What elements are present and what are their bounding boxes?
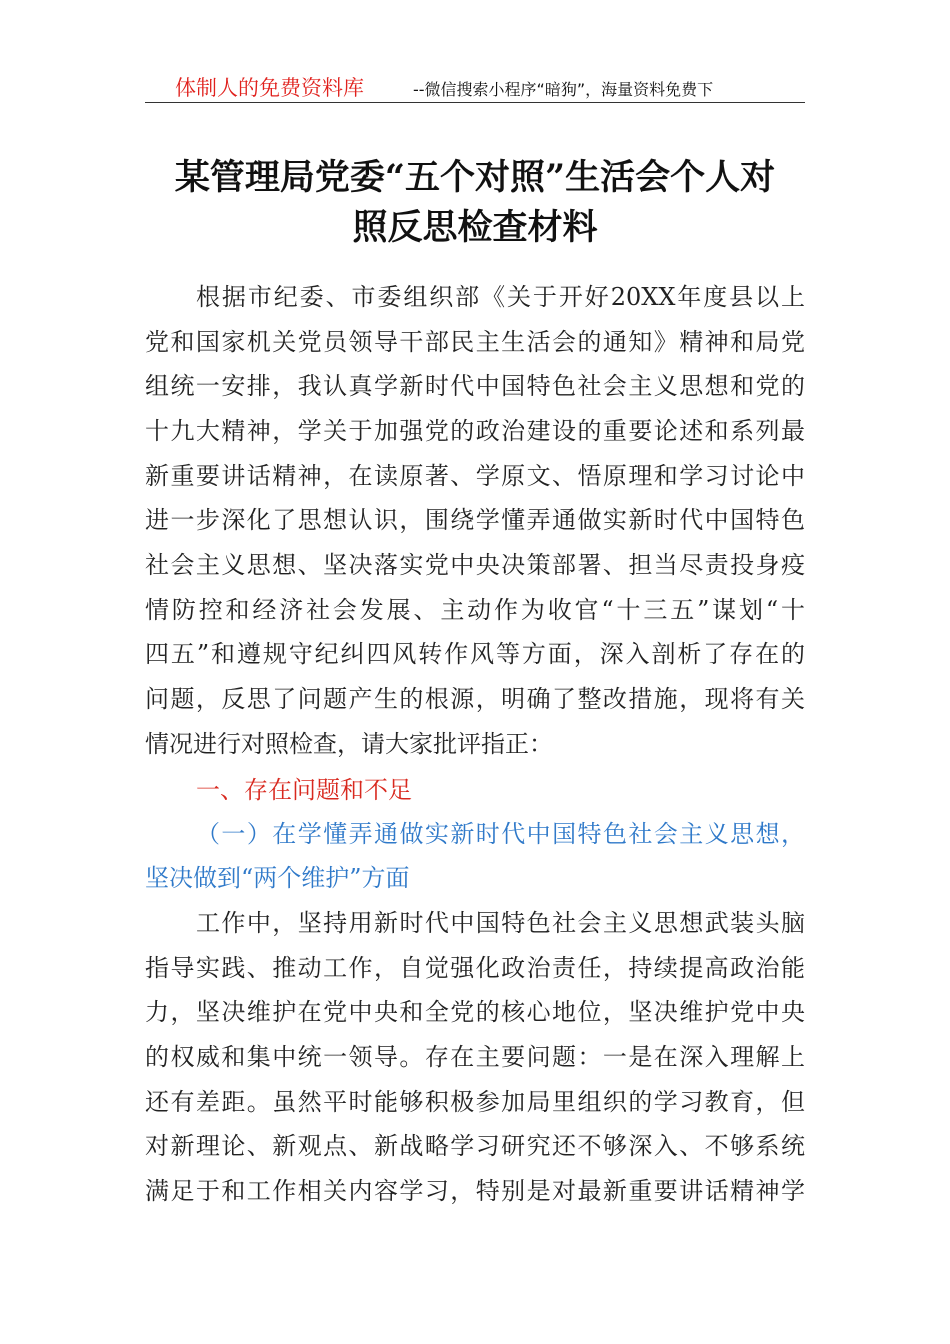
body-line: 力，坚决维护在党中央和全党的核心地位，坚决维护党中央 — [145, 998, 805, 1026]
header-note: --微信搜索小程序“暗狗”，海量资料免费下 — [413, 80, 714, 99]
intro-line: 根据市纪委、市委组织部《关于开好20XX年度县以上 — [196, 283, 805, 311]
document-title-line-1: 某管理局党委“五个对照”生活会个人对 — [174, 157, 776, 198]
header-brand: 体制人的免费资料库 — [175, 76, 364, 100]
intro-line: 情况进行对照检查，请大家批评指正： — [145, 730, 553, 758]
subsection-heading-line-2: 坚决做到“两个维护”方面 — [145, 864, 410, 892]
intro-line: 四五”和遵规守纪纠四风转作风等方面，深入剖析了存在的 — [145, 640, 805, 668]
body-line: 对新理论、新观点、新战略学习研究还不够深入、不够系统 — [145, 1132, 805, 1160]
body-line: 的权威和集中统一领导。存在主要问题：一是在深入理解上 — [145, 1043, 805, 1071]
body-line: 还有差距。虽然平时能够积极参加局里组织的学习教育，但 — [145, 1088, 805, 1116]
page-header — [145, 70, 805, 103]
intro-line: 问题，反思了问题产生的根源，明确了整改措施，现将有关 — [145, 685, 805, 713]
intro-line: 社会主义思想、坚决落实党中央决策部署、担当尽责投身疫 — [145, 551, 805, 579]
body-line: 指导实践、推动工作，自觉强化政治责任，持续提高政治能 — [145, 954, 805, 982]
body-line: 满足于和工作相关内容学习，特别是对最新重要讲话精神学 — [145, 1177, 805, 1205]
body-line: 工作中，坚持用新时代中国特色社会主义思想武装头脑 — [196, 909, 805, 937]
intro-line: 情防控和经济社会发展、主动作为收官“十三五”谋划“十 — [145, 596, 805, 624]
intro-line: 进一步深化了思想认识，围绕学懂弄通做实新时代中国特色 — [145, 506, 805, 534]
intro-line: 党和国家机关党员领导干部民主生活会的通知》精神和局党 — [145, 328, 805, 356]
section-heading: 一、存在问题和不足 — [196, 776, 412, 804]
document-title-line-2: 照反思检查材料 — [352, 207, 598, 248]
intro-line: 十九大精神，学关于加强党的政治建设的重要论述和系列最 — [145, 417, 805, 445]
intro-line: 组统一安排，我认真学新时代中国特色社会主义思想和党的 — [145, 372, 805, 400]
subsection-heading-line-1: （一）在学懂弄通做实新时代中国特色社会主义思想， — [196, 820, 805, 848]
intro-line: 新重要讲话精神，在读原著、学原文、悟原理和学习讨论中 — [145, 462, 805, 490]
